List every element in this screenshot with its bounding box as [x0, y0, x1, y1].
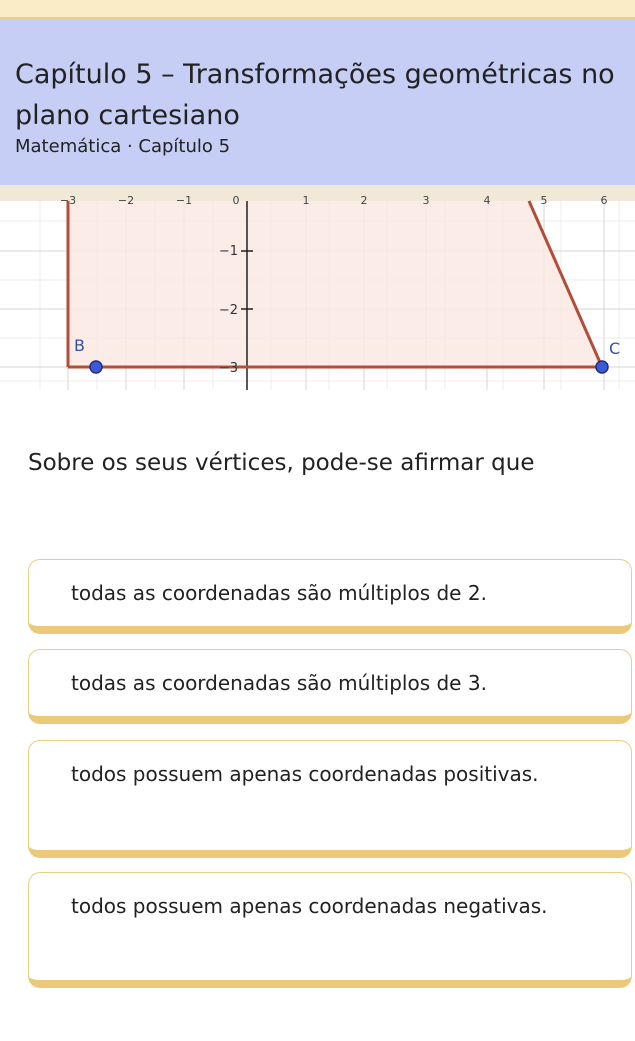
vertex-c-point[interactable] [596, 361, 608, 373]
y-tick-label: −2 [218, 303, 238, 318]
answer-option-text: todas as coordenadas são múltiplos de 3. [71, 671, 487, 695]
graph-svg [0, 194, 635, 390]
vertex-c-label: C [609, 339, 621, 358]
answer-option-text: todas as coordenadas são múltiplos de 2. [71, 581, 487, 605]
chapter-title: Capítulo 5 – Transformações geométricas no plano cartesiano [15, 59, 615, 131]
vertex-b-label: B [74, 336, 85, 355]
polygon-fill [68, 201, 602, 367]
x-tick-label: 4 [483, 194, 491, 207]
answer-option-2[interactable] [28, 649, 632, 724]
vertex-b-point[interactable] [90, 361, 102, 373]
answer-option-text: todos possuem apenas coordenadas negativas. [71, 894, 548, 918]
y-tick-label: −1 [218, 244, 238, 259]
x-tick-label: −3 [59, 194, 77, 207]
x-tick-label: 6 [600, 194, 608, 207]
answer-option-4[interactable] [28, 872, 632, 988]
x-tick-label: 1 [302, 194, 310, 207]
x-tick-label: −1 [175, 194, 193, 207]
x-tick-label: 5 [540, 194, 548, 207]
question-text: Sobre os seus vértices, pode-se afirmar que [28, 450, 535, 476]
x-tick-label: 0 [232, 194, 240, 207]
answer-option-1[interactable] [28, 559, 632, 634]
chapter-header [0, 20, 635, 185]
chapter-subtitle: Matemática · Capítulo 5 [15, 136, 231, 157]
answer-option-text: todos possuem apenas coordenadas positivas. [71, 762, 539, 786]
x-tick-label: 3 [422, 194, 430, 207]
cartesian-graph [0, 194, 635, 390]
x-tick-label: −2 [117, 194, 135, 207]
x-tick-label: 2 [360, 194, 368, 207]
answer-option-3[interactable] [28, 740, 632, 858]
y-tick-label: −3 [218, 361, 238, 376]
